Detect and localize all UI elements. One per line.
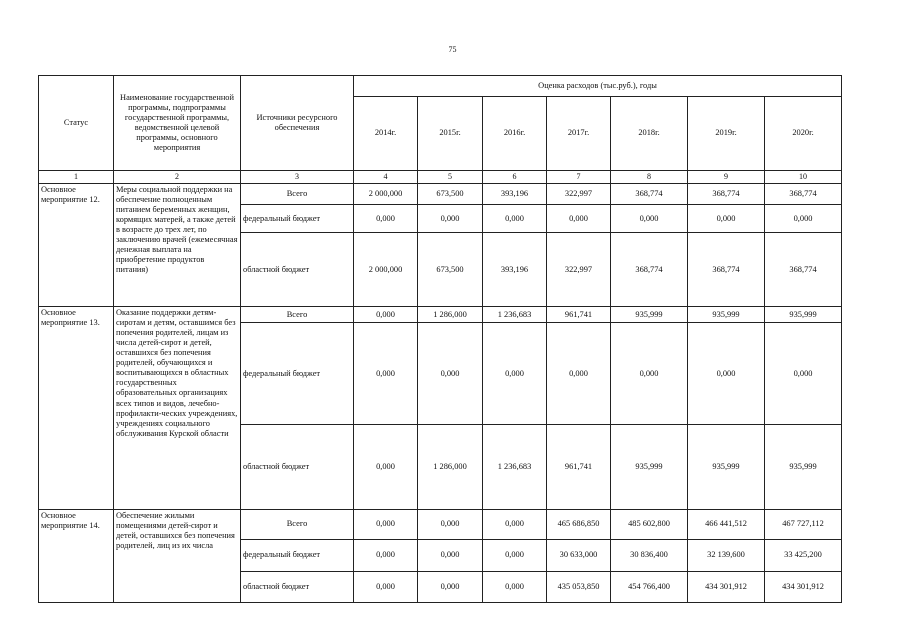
amount-cell: 0,000 <box>547 323 611 424</box>
amount-cell: 435 053,850 <box>547 571 611 602</box>
amount-cell: 0,000 <box>483 509 547 539</box>
table-row <box>39 183 842 205</box>
funding-source-cell: Всего <box>241 509 354 539</box>
amount-cell: 0,000 <box>418 323 483 424</box>
table-row <box>39 306 842 323</box>
amount-cell: 673,500 <box>418 183 483 205</box>
amount-cell: 961,741 <box>547 306 611 323</box>
amount-cell: 1 286,000 <box>418 424 483 509</box>
funding-source-cell: федеральный бюджет <box>241 323 354 424</box>
funding-source-cell: областной бюджет <box>241 233 354 307</box>
amount-cell: 935,999 <box>765 424 842 509</box>
amount-cell: 935,999 <box>688 424 765 509</box>
amount-cell: 322,997 <box>547 233 611 307</box>
header-year: 2016г. <box>483 97 547 171</box>
amount-cell: 0,000 <box>765 323 842 424</box>
amount-cell: 1 286,000 <box>418 306 483 323</box>
funding-source-cell: федеральный бюджет <box>241 205 354 233</box>
amount-cell: 393,196 <box>483 233 547 307</box>
column-number: 5 <box>418 171 483 184</box>
amount-cell: 0,000 <box>483 205 547 233</box>
amount-cell: 2 000,000 <box>354 233 418 307</box>
amount-cell: 0,000 <box>354 424 418 509</box>
column-number: 7 <box>547 171 611 184</box>
amount-cell: 0,000 <box>483 323 547 424</box>
funding-source-cell: Всего <box>241 306 354 323</box>
column-number: 8 <box>611 171 688 184</box>
amount-cell: 466 441,512 <box>688 509 765 539</box>
amount-cell: 393,196 <box>483 183 547 205</box>
column-number: 6 <box>483 171 547 184</box>
amount-cell: 467 727,112 <box>765 509 842 539</box>
amount-cell: 2 000,000 <box>354 183 418 205</box>
amount-cell: 454 766,400 <box>611 571 688 602</box>
amount-cell: 935,999 <box>611 424 688 509</box>
funding-source-cell: Всего <box>241 183 354 205</box>
amount-cell: 935,999 <box>611 306 688 323</box>
header-estimate: Оценка расходов (тыс.руб.), годы <box>354 76 842 97</box>
status-cell: Основное мероприятие 14. <box>39 509 114 602</box>
header-status: Статус <box>39 76 114 171</box>
amount-cell: 368,774 <box>611 183 688 205</box>
status-cell: Основное мероприятие 12. <box>39 183 114 306</box>
header-year: 2018г. <box>611 97 688 171</box>
column-number: 10 <box>765 171 842 184</box>
header-year: 2015г. <box>418 97 483 171</box>
amount-cell: 0,000 <box>483 571 547 602</box>
amount-cell: 0,000 <box>418 571 483 602</box>
amount-cell: 0,000 <box>354 509 418 539</box>
amount-cell: 32 139,600 <box>688 539 765 571</box>
column-number: 9 <box>688 171 765 184</box>
amount-cell: 30 836,400 <box>611 539 688 571</box>
column-number: 4 <box>354 171 418 184</box>
amount-cell: 0,000 <box>354 205 418 233</box>
amount-cell: 0,000 <box>354 539 418 571</box>
amount-cell: 1 236,683 <box>483 306 547 323</box>
amount-cell: 465 686,850 <box>547 509 611 539</box>
amount-cell: 673,500 <box>418 233 483 307</box>
amount-cell: 0,000 <box>547 205 611 233</box>
amount-cell: 935,999 <box>765 306 842 323</box>
page-number: 75 <box>448 45 457 54</box>
header-name: Наименование государственной программы, подпрограммы государственной программы, ведомственной целевой программы, основного мероприятия <box>114 76 241 171</box>
amount-cell: 961,741 <box>547 424 611 509</box>
amount-cell: 434 301,912 <box>688 571 765 602</box>
amount-cell: 1 236,683 <box>483 424 547 509</box>
activity-name-cell: Оказание поддержки детям-сиротам и детям, оставшимся без попечения родителей, лицам из числа детей-сирот и детей, оставшихся без попечения родителей, обучающихся и воспитывающихся в областных государственных образовательных организациях всех типов и видов, лечебно-профилакти-ческих учреждениях, учреждениях социального обслуживания Курской области <box>114 306 241 509</box>
header-year: 2020г. <box>765 97 842 171</box>
header-year: 2017г. <box>547 97 611 171</box>
column-number: 1 <box>39 171 114 184</box>
amount-cell: 485 602,800 <box>611 509 688 539</box>
header-sources: Источники ресурсного обеспечения <box>241 76 354 171</box>
header-year: 2019г. <box>688 97 765 171</box>
amount-cell: 33 425,200 <box>765 539 842 571</box>
amount-cell: 368,774 <box>765 233 842 307</box>
column-number: 3 <box>241 171 354 184</box>
amount-cell: 0,000 <box>354 323 418 424</box>
funding-source-cell: федеральный бюджет <box>241 539 354 571</box>
funding-source-cell: областной бюджет <box>241 571 354 602</box>
table-body <box>39 183 842 602</box>
activity-name-cell: Меры социальной поддержки на обеспечение полноценным питанием беременных женщин, кормящих матерей, а также детей в возрасте до трех лет, по заключению врачей (ежемесячная денежная выплата на приобретение продуктов питания) <box>114 183 241 306</box>
amount-cell: 0,000 <box>765 205 842 233</box>
amount-cell: 368,774 <box>611 233 688 307</box>
amount-cell: 0,000 <box>354 306 418 323</box>
amount-cell: 0,000 <box>418 539 483 571</box>
table-row <box>39 509 842 539</box>
amount-cell: 0,000 <box>611 323 688 424</box>
status-cell: Основное мероприятие 13. <box>39 306 114 509</box>
amount-cell: 0,000 <box>688 323 765 424</box>
funding-source-cell: областной бюджет <box>241 424 354 509</box>
amount-cell: 935,999 <box>688 306 765 323</box>
amount-cell: 0,000 <box>688 205 765 233</box>
amount-cell: 0,000 <box>483 539 547 571</box>
column-number: 2 <box>114 171 241 184</box>
budget-table <box>38 75 842 603</box>
activity-name-cell: Обеспечение жилыми помещениями детей-сирот и детей, оставшихся без попечения родителей, лиц из их числа <box>114 509 241 602</box>
amount-cell: 0,000 <box>611 205 688 233</box>
amount-cell: 322,997 <box>547 183 611 205</box>
header-year: 2014г. <box>354 97 418 171</box>
amount-cell: 0,000 <box>354 571 418 602</box>
amount-cell: 0,000 <box>418 205 483 233</box>
amount-cell: 368,774 <box>765 183 842 205</box>
amount-cell: 434 301,912 <box>765 571 842 602</box>
amount-cell: 30 633,000 <box>547 539 611 571</box>
amount-cell: 0,000 <box>418 509 483 539</box>
amount-cell: 368,774 <box>688 183 765 205</box>
amount-cell: 368,774 <box>688 233 765 307</box>
